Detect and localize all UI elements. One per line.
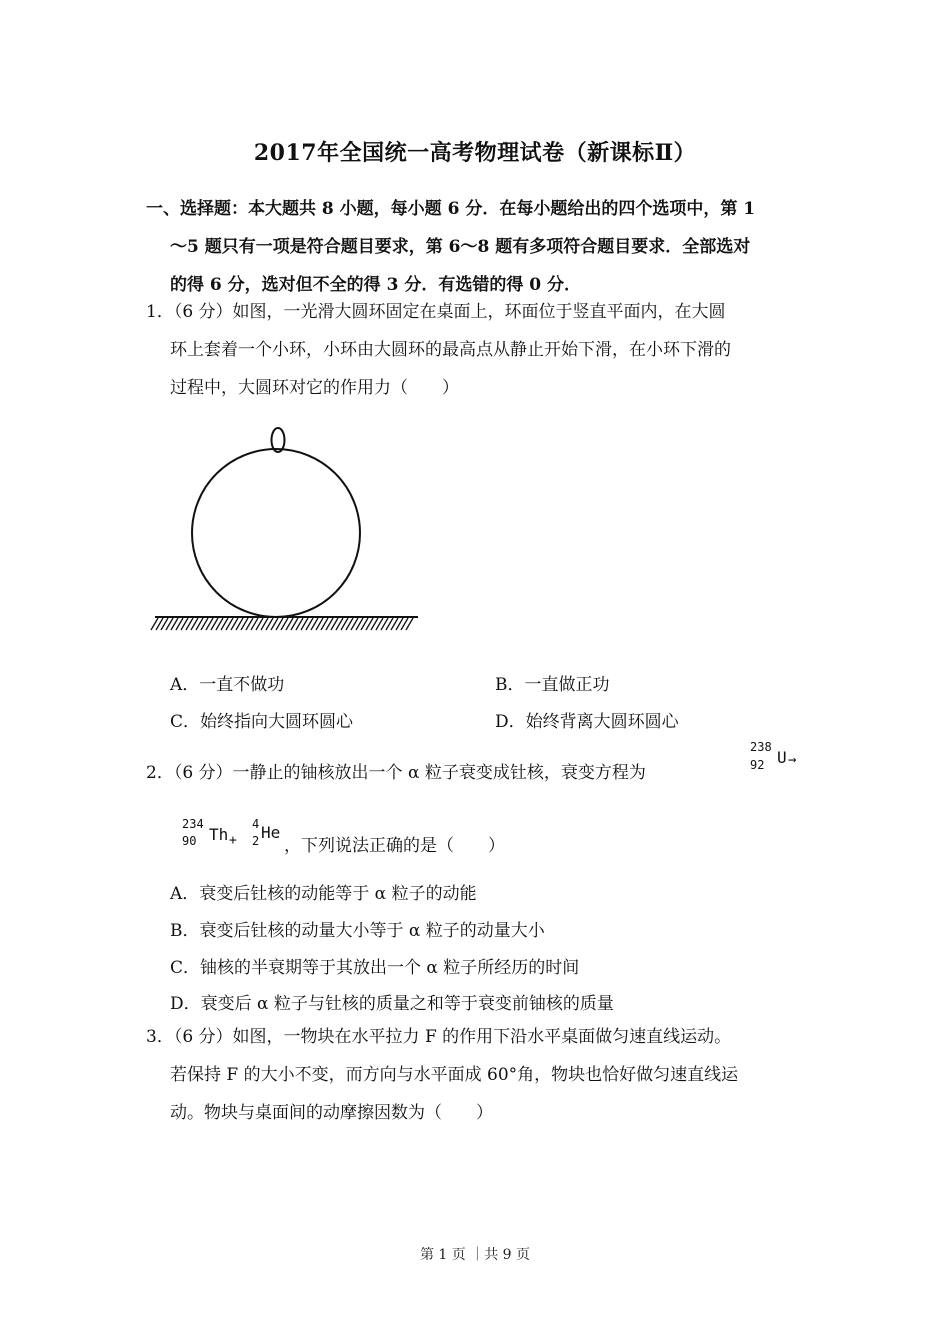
question-2-line-1: 2．（6 分）一静止的铀核放出一个 α 粒子衰变成钍核，衰变方程为: [146, 763, 646, 783]
thorium-atomic-number: 90: [182, 834, 197, 848]
question-1-line-2: 环上套着一个小环，小环由大圆环的最高点从静止开始下滑，在小环下滑的: [170, 340, 731, 360]
plus-sign: +: [229, 833, 237, 848]
uranium-mass-number: 238: [750, 740, 772, 754]
q2-option-c: C．铀核的半衰期等于其放出一个 α 粒子所经历的时间: [170, 958, 580, 978]
section-line-3: 的得 6 分，选对但不全的得 3 分．有选错的得 0 分．: [170, 275, 581, 295]
question-3: [146, 1018, 826, 1132]
question-1-line-1: 1．（6 分）如图，一光滑大圆环固定在桌面上，环面位于竖直平面内，在大圆: [146, 302, 726, 322]
uranium-nuclide: [750, 740, 810, 780]
question-1-line-3: 过程中，大圆环对它的作用力（ ）: [170, 378, 459, 398]
uranium-symbol: U: [777, 748, 787, 767]
thorium-nuclide: [182, 817, 242, 857]
ring-on-table-figure: [150, 418, 450, 648]
thorium-mass-number: 234: [182, 817, 204, 831]
question-3-line-3: 动。物块与桌面间的动摩擦因数为（ ）: [170, 1103, 493, 1123]
q2-option-b: B．衰变后钍核的动量大小等于 α 粒子的动量大小: [170, 921, 545, 941]
q2-option-a: A．衰变后钍核的动能等于 α 粒子的动能: [170, 884, 477, 904]
question-3-line-1: 3．（6 分）如图，一物块在水平拉力 F 的作用下沿水平桌面做匀速直线运动。: [146, 1027, 732, 1047]
helium-symbol: He: [261, 823, 281, 842]
section-line-2: ～5 题只有一项是符合题目要求，第 6～8 题有多项符合题目要求．全部选对: [170, 237, 751, 257]
q1-option-b: B．一直做正功: [495, 675, 610, 695]
question-1: [146, 293, 826, 407]
thorium-symbol: Th: [209, 825, 229, 844]
section-line-1: 一、选择题：本大题共 8 小题，每小题 6 分．在每小题给出的四个选项中，第 1: [146, 199, 756, 219]
uranium-atomic-number: 92: [750, 758, 765, 772]
helium-atomic-number: 2: [252, 834, 260, 848]
q1-option-c: C．始终指向大圆环圆心: [170, 712, 354, 732]
question-3-line-2: 若保持 F 的大小不变，而方向与水平面成 60°角，物块也恰好做匀速直线运: [170, 1065, 739, 1085]
helium-mass-number: 4: [252, 817, 260, 831]
question-2-line-2: ，下列说法正确的是（ ）: [284, 836, 505, 856]
decay-arrow: →: [788, 752, 797, 768]
q1-option-d: D．始终背离大圆环圆心: [495, 712, 679, 732]
page-title: 2017年全国统一高考物理试卷（新课标Ⅱ）: [253, 140, 697, 166]
section-instructions: [146, 190, 806, 304]
q2-option-d: D．衰变后 α 粒子与钍核的质量之和等于衰变前铀核的质量: [170, 994, 614, 1014]
page-footer: 第 1 页 ｜共 9 页: [419, 1247, 531, 1263]
table-hatching: [151, 618, 413, 630]
q1-option-a: A．一直不做功: [170, 675, 285, 695]
large-ring: [192, 449, 360, 617]
